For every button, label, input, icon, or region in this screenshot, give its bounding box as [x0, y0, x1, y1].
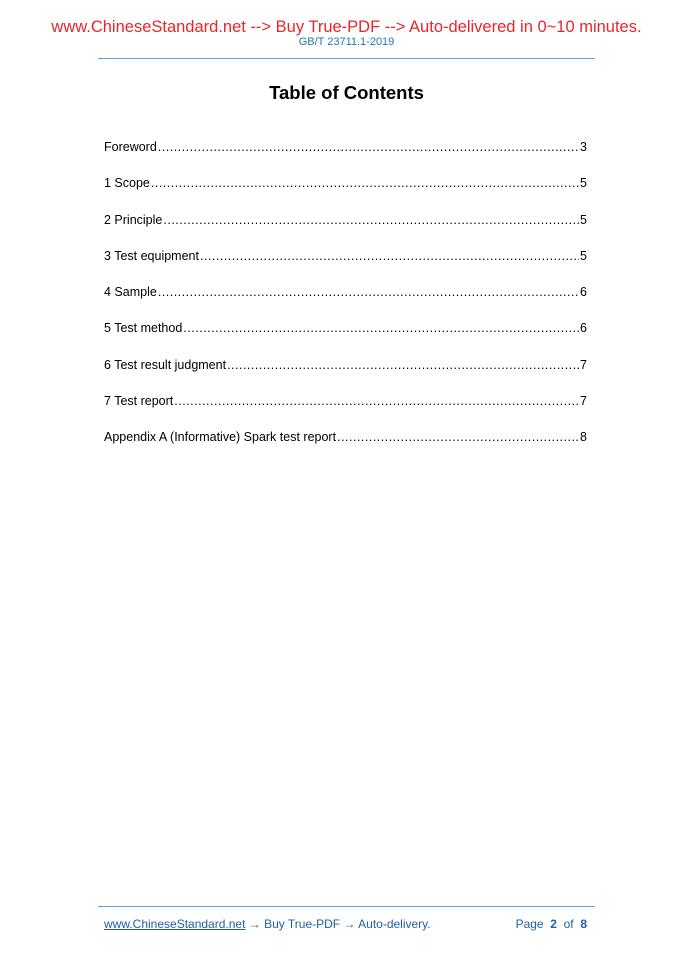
toc-leader-dots — [163, 212, 579, 228]
toc-entry-label: Appendix A (Informative) Spark test report — [104, 430, 337, 445]
toc-leader-dots — [227, 357, 579, 373]
page-current: 2 — [550, 917, 557, 931]
toc-entry-foreword[interactable] — [104, 139, 587, 175]
toc-leader-dots — [158, 139, 579, 155]
toc-entry-appendix-a[interactable] — [104, 429, 587, 465]
toc-entry-label: 1 Scope — [104, 176, 150, 191]
toc-entry-label: Foreword — [104, 140, 157, 154]
toc-entry-label: 2 Principle — [104, 212, 163, 227]
toc-entry-page: 5 — [580, 176, 587, 191]
toc-entry-label: 7 Test report — [104, 394, 174, 409]
page-of-label: of — [563, 917, 574, 931]
page-number — [516, 916, 587, 932]
toc-entry-page: 5 — [580, 248, 587, 263]
toc-entry-test-report[interactable] — [104, 393, 587, 429]
toc-entry-page: 6 — [580, 321, 587, 336]
toc-entry-label: 4 Sample — [104, 285, 157, 300]
footer-delivery-text: Auto-delivery. — [358, 917, 431, 931]
toc-leader-dots — [158, 284, 579, 300]
toc-entry-page: 3 — [580, 140, 587, 154]
footer-buy-text: Buy True-PDF — [264, 917, 341, 931]
toc-entry-label: 6 Test result judgment — [104, 357, 227, 372]
table-of-contents — [104, 139, 587, 466]
page-footer — [104, 916, 587, 932]
page-title: Table of Contents — [269, 82, 424, 103]
page-total: 8 — [580, 917, 587, 931]
toc-entry-label: 3 Test equipment — [104, 248, 199, 263]
toc-entry-test-result-judgment[interactable] — [104, 357, 587, 393]
toc-leader-dots — [200, 248, 579, 264]
toc-entry-page: 7 — [580, 357, 587, 372]
document-code: GB/T 23711.1-2019 — [298, 36, 395, 48]
toc-leader-dots — [174, 393, 579, 409]
arrow-icon: → — [245, 917, 265, 931]
toc-entry-principle[interactable] — [104, 212, 587, 248]
footer-divider — [98, 906, 595, 907]
footer-site-link[interactable]: www.ChineseStandard.net — [104, 917, 246, 931]
toc-entry-sample[interactable] — [104, 284, 587, 320]
toc-leader-dots — [337, 429, 579, 445]
toc-entry-test-method[interactable] — [104, 320, 587, 356]
header-divider — [98, 58, 595, 59]
toc-entry-page: 7 — [580, 394, 587, 409]
page-label: Page — [515, 917, 544, 931]
toc-entry-page: 8 — [580, 430, 587, 445]
promo-banner[interactable]: www.ChineseStandard.net --> Buy True-PDF --> Auto-delivered in 0~10 minutes. — [51, 18, 642, 36]
toc-entry-test-equipment[interactable] — [104, 248, 587, 284]
toc-leader-dots — [151, 175, 579, 191]
toc-entry-label: 5 Test method — [104, 321, 183, 336]
toc-entry-page: 6 — [580, 285, 587, 300]
footer-links — [104, 916, 431, 932]
toc-leader-dots — [183, 320, 579, 336]
arrow-icon: → — [340, 917, 359, 931]
toc-entry-scope[interactable] — [104, 175, 587, 211]
toc-entry-page: 5 — [580, 212, 587, 227]
